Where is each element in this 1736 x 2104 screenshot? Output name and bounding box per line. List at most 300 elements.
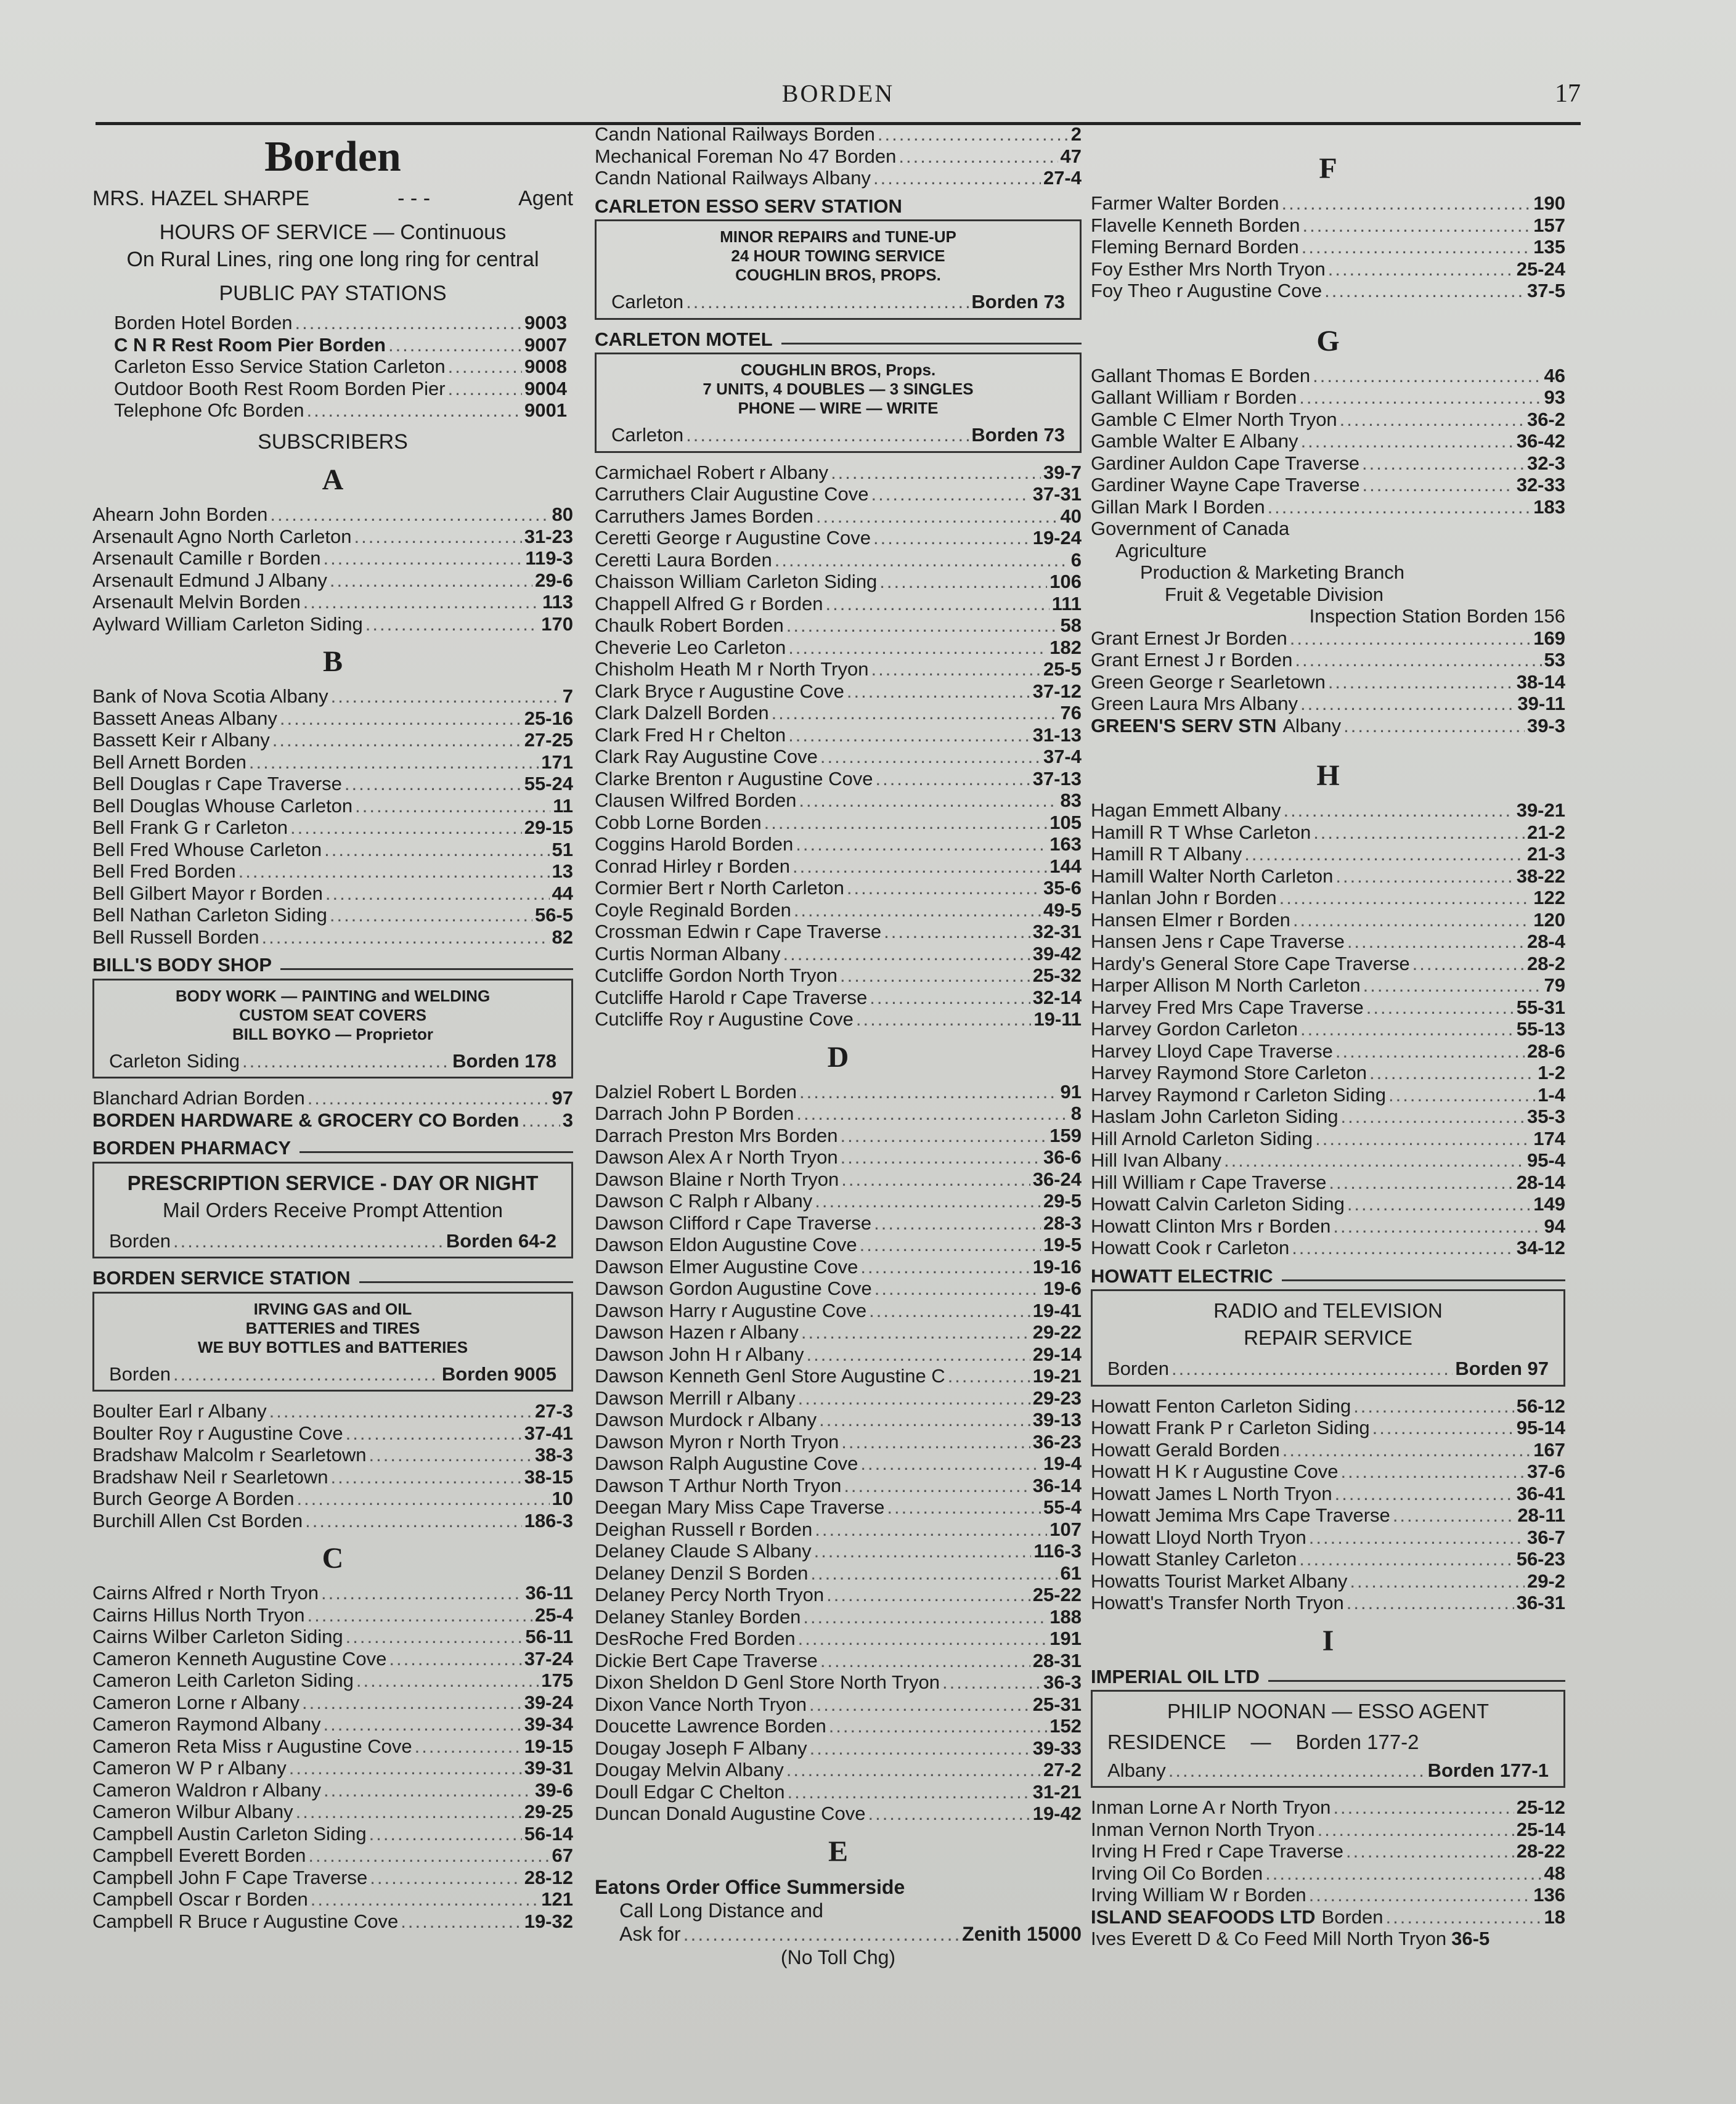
listing-number: 44 (552, 882, 573, 904)
listing-row (1091, 843, 1565, 865)
listing-name: Cameron Raymond Albany (92, 1713, 321, 1735)
page-header (96, 73, 1581, 125)
listing-row (595, 1475, 1082, 1497)
listing-row (1091, 953, 1565, 975)
listing-row (92, 591, 573, 613)
listings-i (1091, 1796, 1565, 1906)
ad-line: 7 UNITS, 4 DOUBLES — 3 SINGLES (703, 380, 974, 398)
listing-name: Carruthers Clair Augustine Cove (595, 483, 869, 505)
listing-number: 169 (1533, 627, 1565, 649)
listing-row (595, 812, 1082, 834)
listing-name: Chappell Alfred G r Borden (595, 592, 823, 614)
listing-name: Arsenault Melvin Borden (92, 591, 301, 613)
listing-number: 29-2 (1526, 1570, 1565, 1592)
listing-number: 39-7 (1043, 461, 1082, 483)
ad-line: 24 HOUR TOWING SERVICE (731, 247, 945, 265)
listing-number: 25-22 (1032, 1584, 1082, 1605)
ad-line: BILL BOYKO — Proprietor (232, 1024, 433, 1043)
listing-number: 97 (552, 1087, 573, 1109)
listing-number: 11 (553, 794, 573, 817)
listing-name: Cutcliffe Roy r Augustine Cove (595, 1008, 854, 1030)
listing-row (595, 1781, 1082, 1803)
listing-row (92, 1466, 573, 1488)
listing-row (595, 943, 1082, 965)
ad-phone-row (1107, 1759, 1549, 1782)
listing-row (92, 1735, 573, 1758)
listing-number: 28-3 (1043, 1212, 1082, 1234)
listing-row (1091, 1461, 1565, 1483)
listing-number: 19-21 (1032, 1365, 1082, 1387)
listing-number: 183 (1533, 495, 1565, 518)
listing-number: 76 (1060, 702, 1082, 724)
listing-row (1091, 365, 1565, 387)
listing-number: 29-5 (1043, 1190, 1082, 1212)
listing-number: 37-12 (1032, 680, 1082, 702)
listing-number: 25-32 (1032, 964, 1082, 986)
agent-name: MRS. HAZEL SHARPE (92, 187, 310, 210)
listing-number: 28-4 (1526, 931, 1565, 952)
listing-row (595, 1431, 1082, 1453)
listing-name: Hamill R T Whse Carleton (1091, 821, 1311, 843)
listing-number: 167 (1533, 1438, 1565, 1461)
listing-number: 136 (1533, 1884, 1565, 1906)
listing-row (1091, 1439, 1565, 1461)
listing-name: Dawson Myron r North Tryon (595, 1430, 839, 1453)
listing-name: Dickie Bert Cape Traverse (595, 1649, 818, 1671)
listing-name: Gardiner Wayne Cape Traverse (1091, 474, 1360, 495)
listing-row (92, 751, 573, 773)
borden-service-station-name (92, 1267, 573, 1289)
listing-row (595, 987, 1082, 1009)
ad-line: COUGHLIN BROS, Props. (740, 361, 936, 379)
ives-name: Ives Everett D & Co Feed Mill North Tryon (1091, 1928, 1447, 1949)
listing-name: Arsenault Agno North Carleton (92, 525, 352, 547)
listing-number: 36-11 (525, 1582, 573, 1604)
listing-row (92, 1910, 573, 1933)
listing-row (92, 773, 573, 795)
listing-name: Dawson John H r Albany (595, 1343, 804, 1365)
listing-row (92, 707, 573, 730)
listing-number: 36-42 (1516, 430, 1565, 452)
ad-line: WE BUY BOTTLES and BATTERIES (197, 1337, 468, 1356)
listing-number: 1-4 (1538, 1083, 1565, 1106)
listing-number: 25-4 (534, 1604, 573, 1626)
listing-row (1091, 258, 1565, 280)
listing-name: Inman Vernon North Tryon (1091, 1818, 1315, 1840)
column-3 (1091, 142, 1565, 1950)
listing-row (1091, 865, 1565, 887)
listing-row (1091, 1128, 1565, 1150)
ad-line: MINOR REPAIRS and TUNE-UP (720, 227, 956, 246)
listing-name: Gillan Mark I Borden (1091, 495, 1265, 518)
listing-name: Harvey Raymond r Carleton Siding (1091, 1083, 1386, 1106)
listing-number: 119-3 (525, 547, 573, 569)
listing-row (595, 1453, 1082, 1475)
listing-row (1091, 1040, 1565, 1062)
listing-row (114, 356, 567, 378)
listing-number: 36-7 (1526, 1526, 1565, 1548)
listing-name: Harvey Raymond Store Carleton (1091, 1062, 1367, 1083)
listing-name: Conrad Hirley r Borden (595, 855, 791, 877)
listing-name: Grant Ernest J r Borden (1091, 649, 1293, 671)
listing-row (1091, 799, 1565, 822)
listing-number: 29-14 (1032, 1343, 1082, 1365)
ad-line: PHILIP NOONAN — ESSO AGENT (1167, 1700, 1489, 1723)
listing-number: 25-31 (1032, 1693, 1082, 1715)
listing-name: Bassett Keir r Albany (92, 729, 270, 751)
listing-number: 27-3 (534, 1400, 573, 1422)
listing-name: Boulter Earl r Albany (92, 1400, 267, 1422)
listing-name: Bradshaw Neil r Searletown (92, 1466, 328, 1488)
column-1 (92, 133, 573, 1932)
listing-row (92, 1713, 573, 1735)
ad-number: Borden 97 (1455, 1358, 1549, 1379)
listing-name: Clark Bryce r Augustine Cove (595, 680, 844, 702)
listing-number: 53 (1544, 649, 1565, 671)
listing-number: 171 (541, 751, 573, 773)
listing-row (1091, 671, 1565, 693)
ad-line: PRESCRIPTION SERVICE - DAY OR NIGHT (127, 1171, 539, 1194)
listing-name: Foy Theo r Augustine Cove (1091, 280, 1322, 301)
listing-row (92, 1692, 573, 1714)
listing-number: 56-5 (534, 904, 573, 926)
listing-number: 32-31 (1032, 921, 1082, 942)
listing-number: 82 (552, 926, 573, 948)
listing-number: 27-25 (524, 729, 573, 751)
imperial-oil-name (1091, 1666, 1565, 1688)
listing-number: 1-2 (1538, 1062, 1565, 1083)
listing-row (595, 1234, 1082, 1256)
listing-name: Dougay Joseph F Albany (595, 1737, 807, 1759)
listing-row (595, 1212, 1082, 1234)
listing-name: Carleton Esso Service Station Carleton (114, 356, 446, 377)
listing-row (595, 1803, 1082, 1825)
listing-name: Cameron Leith Carleton Siding (92, 1670, 354, 1691)
listing-name: Howatt Stanley Carleton (1091, 1548, 1297, 1570)
listing-number: 28-31 (1032, 1649, 1082, 1671)
listing-row (595, 899, 1082, 921)
listing-name: Deegan Mary Miss Cape Traverse (595, 1496, 885, 1518)
listing-number: 36-3 (1043, 1671, 1082, 1693)
listing-name: Bell Gilbert Mayor r Borden (92, 882, 323, 904)
listing-number: 55-4 (1043, 1496, 1082, 1518)
imperial-oil-ad (1091, 1690, 1565, 1788)
listing-row (1091, 822, 1565, 844)
listing-name: Candn National Railways Borden (595, 123, 875, 145)
listing-row (1091, 1884, 1565, 1906)
listing-row (92, 1626, 573, 1648)
ad-line: PHONE — WIRE — WRITE (738, 399, 939, 417)
listing-number: 170 (541, 613, 573, 635)
listing-name: Bell Frank G r Carleton (92, 817, 288, 838)
listings-b3 (92, 1400, 573, 1531)
ad-place: Albany (1107, 1759, 1166, 1781)
eatons-line-4: (No Toll Chg) (780, 1946, 896, 1968)
listing-row (92, 526, 573, 548)
listing-row (1091, 452, 1565, 475)
listing-number: 19-11 (1033, 1008, 1082, 1030)
listing-number: 36-31 (1516, 1592, 1565, 1613)
listing-row (595, 1519, 1082, 1541)
listings-b2 (92, 1087, 573, 1131)
island-name: ISLAND SEAFOODS LTD (1091, 1906, 1316, 1928)
listing-name: Arsenault Camille r Borden (92, 547, 321, 569)
island-seafoods-row (1091, 1906, 1565, 1928)
listing-name: Dawson T Arthur North Tryon (595, 1474, 842, 1496)
listing-number: 122 (1533, 887, 1565, 908)
listing-name: Harvey Gordon Carleton (1091, 1018, 1298, 1040)
listing-number: 37-5 (1526, 280, 1565, 301)
listing-row (595, 877, 1082, 899)
listing-name: Howatt Clinton Mrs r Borden (1091, 1215, 1331, 1237)
listing-name: Irving William W r Borden (1091, 1884, 1306, 1906)
listing-number: 37-13 (1032, 767, 1082, 789)
listing-number: 38-15 (524, 1466, 573, 1488)
listing-number: 19-5 (1043, 1234, 1082, 1255)
listing-row (1091, 1570, 1565, 1592)
listing-name: Howatt Calvin Carleton Siding (1091, 1193, 1345, 1215)
listing-number: 36-24 (1032, 1168, 1082, 1190)
borden-pharmacy-name (92, 1137, 573, 1159)
listing-name: Dalziel Robert L Borden (595, 1080, 797, 1103)
listing-number: 144 (1049, 855, 1082, 877)
listing-row (92, 817, 573, 839)
listing-name: Doucette Lawrence Borden (595, 1715, 826, 1737)
listing-row (595, 1103, 1082, 1125)
listing-row (1091, 214, 1565, 237)
listing-number: 27-4 (1043, 167, 1082, 189)
listing-number: 19-42 (1032, 1803, 1082, 1824)
listing-number: 37-6 (1526, 1461, 1565, 1482)
listing-name: Boulter Roy r Augustine Cove (92, 1422, 343, 1444)
page-header-title: BORDEN (781, 80, 895, 107)
listing-number: 121 (541, 1888, 573, 1910)
listing-name: Coggins Harold Borden (595, 833, 794, 855)
ad-number: Borden 9005 (441, 1363, 556, 1385)
listing-number: 13 (552, 860, 573, 882)
ad-number: Borden 64-2 (446, 1229, 556, 1252)
subscribers-heading: SUBSCRIBERS (258, 430, 408, 454)
listing-row (595, 571, 1082, 593)
listing-row (1091, 496, 1565, 518)
ad-line: CUSTOM SEAT COVERS (239, 1005, 426, 1024)
listing-number: 8 (1070, 1103, 1082, 1124)
listing-number: 186-3 (524, 1509, 573, 1531)
listing-number: 2 (1070, 123, 1082, 145)
listing-number: 152 (1049, 1715, 1082, 1737)
listing-name: Clark Fred H r Chelton (595, 724, 786, 746)
listing-row (1091, 649, 1565, 671)
listing-name: Cairns Hillus North Tryon (92, 1604, 305, 1626)
listing-name: Dawson Blaine r North Tryon (595, 1168, 839, 1190)
listing-row (595, 789, 1082, 812)
listing-number: 28-14 (1516, 1171, 1565, 1193)
listing-row (92, 1867, 573, 1889)
listing-number: 36-2 (1526, 408, 1565, 430)
listing-row (595, 658, 1082, 680)
ad-place: Carleton Siding (109, 1050, 240, 1072)
eatons-line-1: Eatons Order Office Summerside (595, 1875, 905, 1898)
listing-name: Campbell R Bruce r Augustine Cove (92, 1910, 399, 1932)
listing-name: Green Laura Mrs Albany (1091, 693, 1298, 714)
listing-name: Irving Oil Co Borden (1091, 1862, 1263, 1884)
listing-number: 36-14 (1032, 1474, 1082, 1496)
listing-number: 19-4 (1043, 1453, 1082, 1474)
listing-name: Clark Ray Augustine Cove (595, 746, 818, 767)
listing-name: Chaisson William Carleton Siding (595, 571, 878, 592)
listing-name: Bell Fred Borden (92, 860, 236, 882)
listing-number: 28-2 (1526, 952, 1565, 974)
listing-name: Delaney Stanley Borden (595, 1605, 801, 1628)
listing-name: Hill Ivan Albany (1091, 1149, 1221, 1171)
listing-number: 175 (541, 1670, 573, 1691)
listing-number: 37-31 (1032, 483, 1082, 505)
listing-name: Dawson C Ralph r Albany (595, 1190, 813, 1212)
listing-row (1091, 627, 1565, 650)
listing-name: BORDEN HARDWARE & GROCERY CO Borden (92, 1109, 520, 1131)
listings-cnr (595, 123, 1082, 189)
listing-number: 25-24 (1516, 258, 1565, 280)
listing-name: Outdoor Booth Rest Room Borden Pier (114, 377, 446, 399)
letter-h-heading: H (1316, 759, 1340, 792)
carleton-esso-name (595, 195, 1082, 218)
listing-name: Haslam John Carleton Siding (1091, 1106, 1339, 1127)
listing-name: Inman Lorne A r North Tryon (1091, 1796, 1331, 1818)
letter-g-heading: G (1316, 324, 1340, 357)
listing-row (595, 549, 1082, 571)
listing-number: 79 (1544, 974, 1565, 996)
listing-name: Aylward William Carleton Siding (92, 613, 363, 635)
listing-number: 67 (552, 1845, 573, 1866)
listing-row (1091, 1215, 1565, 1238)
listing-row (92, 685, 573, 707)
listing-number: 56-12 (1516, 1395, 1565, 1417)
listing-row (595, 1628, 1082, 1650)
carleton-esso-ad (595, 219, 1082, 320)
listing-name: Crossman Edwin r Cape Traverse (595, 921, 882, 942)
ad-place: Borden (109, 1229, 171, 1252)
listing-number: 91 (1060, 1080, 1082, 1103)
listing-number: 6 (1070, 548, 1082, 571)
listing-name: Dawson Clifford r Cape Traverse (595, 1212, 872, 1234)
ad-phone-row (109, 1050, 556, 1072)
listing-row (1091, 1483, 1565, 1505)
listing-number: 55-13 (1516, 1018, 1565, 1040)
listing-name: Arsenault Edmund J Albany (92, 569, 327, 591)
listing-name: Dawson Murdock r Albany (595, 1409, 817, 1430)
pay-stations-heading: PUBLIC PAY STATIONS (219, 281, 447, 305)
listing-row (1091, 974, 1565, 997)
listing-number: 36-6 (1043, 1146, 1082, 1168)
listing-number: 31-13 (1032, 724, 1082, 746)
listing-number: 19-6 (1043, 1278, 1082, 1299)
eatons-number: Zenith 15000 (962, 1922, 1082, 1945)
listing-row (1091, 1862, 1565, 1885)
listing-number: 106 (1049, 571, 1082, 592)
listing-number: 32-14 (1032, 986, 1082, 1008)
listing-name: Harper Allison M North Carleton (1091, 974, 1361, 996)
column-2 (595, 123, 1082, 1969)
listing-row (595, 855, 1082, 878)
listing-name: Chaulk Robert Borden (595, 614, 784, 636)
listing-number: 9004 (524, 377, 567, 399)
agent-label: Agent (518, 187, 573, 210)
borden-pharmacy-label: BORDEN PHARMACY (92, 1137, 291, 1159)
listing-name: Clark Dalzell Borden (595, 702, 769, 724)
listings-b (92, 685, 573, 948)
listing-name: Howatt's Transfer North Tryon (1091, 1592, 1344, 1613)
listing-row (595, 1584, 1082, 1606)
letter-f-heading: F (1319, 152, 1337, 185)
listing-name: Coyle Reginald Borden (595, 899, 791, 921)
listing-number: 25-16 (524, 707, 573, 729)
listings-d (595, 1081, 1082, 1825)
listing-number: 29-22 (1032, 1321, 1082, 1343)
greens-number: 39-3 (1526, 714, 1565, 736)
listing-name: Cameron Wilbur Albany (92, 1801, 293, 1822)
listing-row (595, 702, 1082, 724)
listing-row (1091, 192, 1565, 214)
listing-name: Howatt Frank P r Carleton Siding (1091, 1417, 1370, 1438)
listing-name: Howatt Cook r Carleton (1091, 1237, 1290, 1258)
listings-f (1091, 192, 1565, 302)
borden-service-station-ad (92, 1292, 573, 1392)
listing-name: Dawson Hazen r Albany (595, 1321, 799, 1343)
listing-row (595, 123, 1082, 145)
listing-row (92, 839, 573, 861)
listing-number: 159 (1049, 1124, 1082, 1146)
listing-row (595, 833, 1082, 855)
listing-row (92, 904, 573, 926)
ad-place: Borden (109, 1363, 171, 1385)
listing-name: Dawson Gordon Augustine Cove (595, 1278, 872, 1299)
listing-row (92, 1444, 573, 1466)
ad-number: Borden 73 (971, 424, 1065, 446)
listing-row (1091, 280, 1565, 302)
ad-line: BATTERIES and TIRES (245, 1318, 420, 1337)
listing-name: Hill Arnold Carleton Siding (1091, 1127, 1313, 1149)
listing-row (595, 964, 1082, 987)
rural-lines-note: On Rural Lines, ring one long ring for central (126, 247, 539, 271)
listing-row (595, 1344, 1082, 1366)
listing-name: Blanchard Adrian Borden (92, 1087, 305, 1109)
listing-name: Ceretti Laura Borden (595, 548, 772, 571)
listing-row (1091, 1193, 1565, 1215)
listing-name: Bell Fred Whouse Carleton (92, 838, 322, 860)
residence-row (1107, 1731, 1549, 1753)
listing-row (595, 614, 1082, 637)
borden-pharmacy-ad (92, 1162, 573, 1259)
listing-row (92, 1648, 573, 1670)
listing-name: Hansen Elmer r Borden (1091, 908, 1290, 931)
listing-name: Foy Esther Mrs North Tryon (1091, 258, 1326, 280)
listing-row (595, 768, 1082, 790)
listing-name: Hamill R T Albany (1091, 843, 1242, 865)
listing-row (92, 1888, 573, 1910)
listing-name: Howatts Tourist Market Albany (1091, 1570, 1348, 1592)
island-place: Borden (1321, 1906, 1384, 1928)
listing-name: Dawson Elmer Augustine Cove (595, 1255, 858, 1278)
listing-row (92, 1604, 573, 1626)
listing-name: Dixon Vance North Tryon (595, 1693, 807, 1715)
listing-number: 39-21 (1516, 799, 1565, 821)
listing-row (595, 1650, 1082, 1672)
listing-name: Green George r Searletown (1091, 671, 1326, 693)
listing-row (92, 1823, 573, 1845)
island-number: 18 (1544, 1906, 1565, 1928)
listing-row (1091, 474, 1565, 496)
listing-name: Hanlan John r Borden (1091, 887, 1277, 908)
